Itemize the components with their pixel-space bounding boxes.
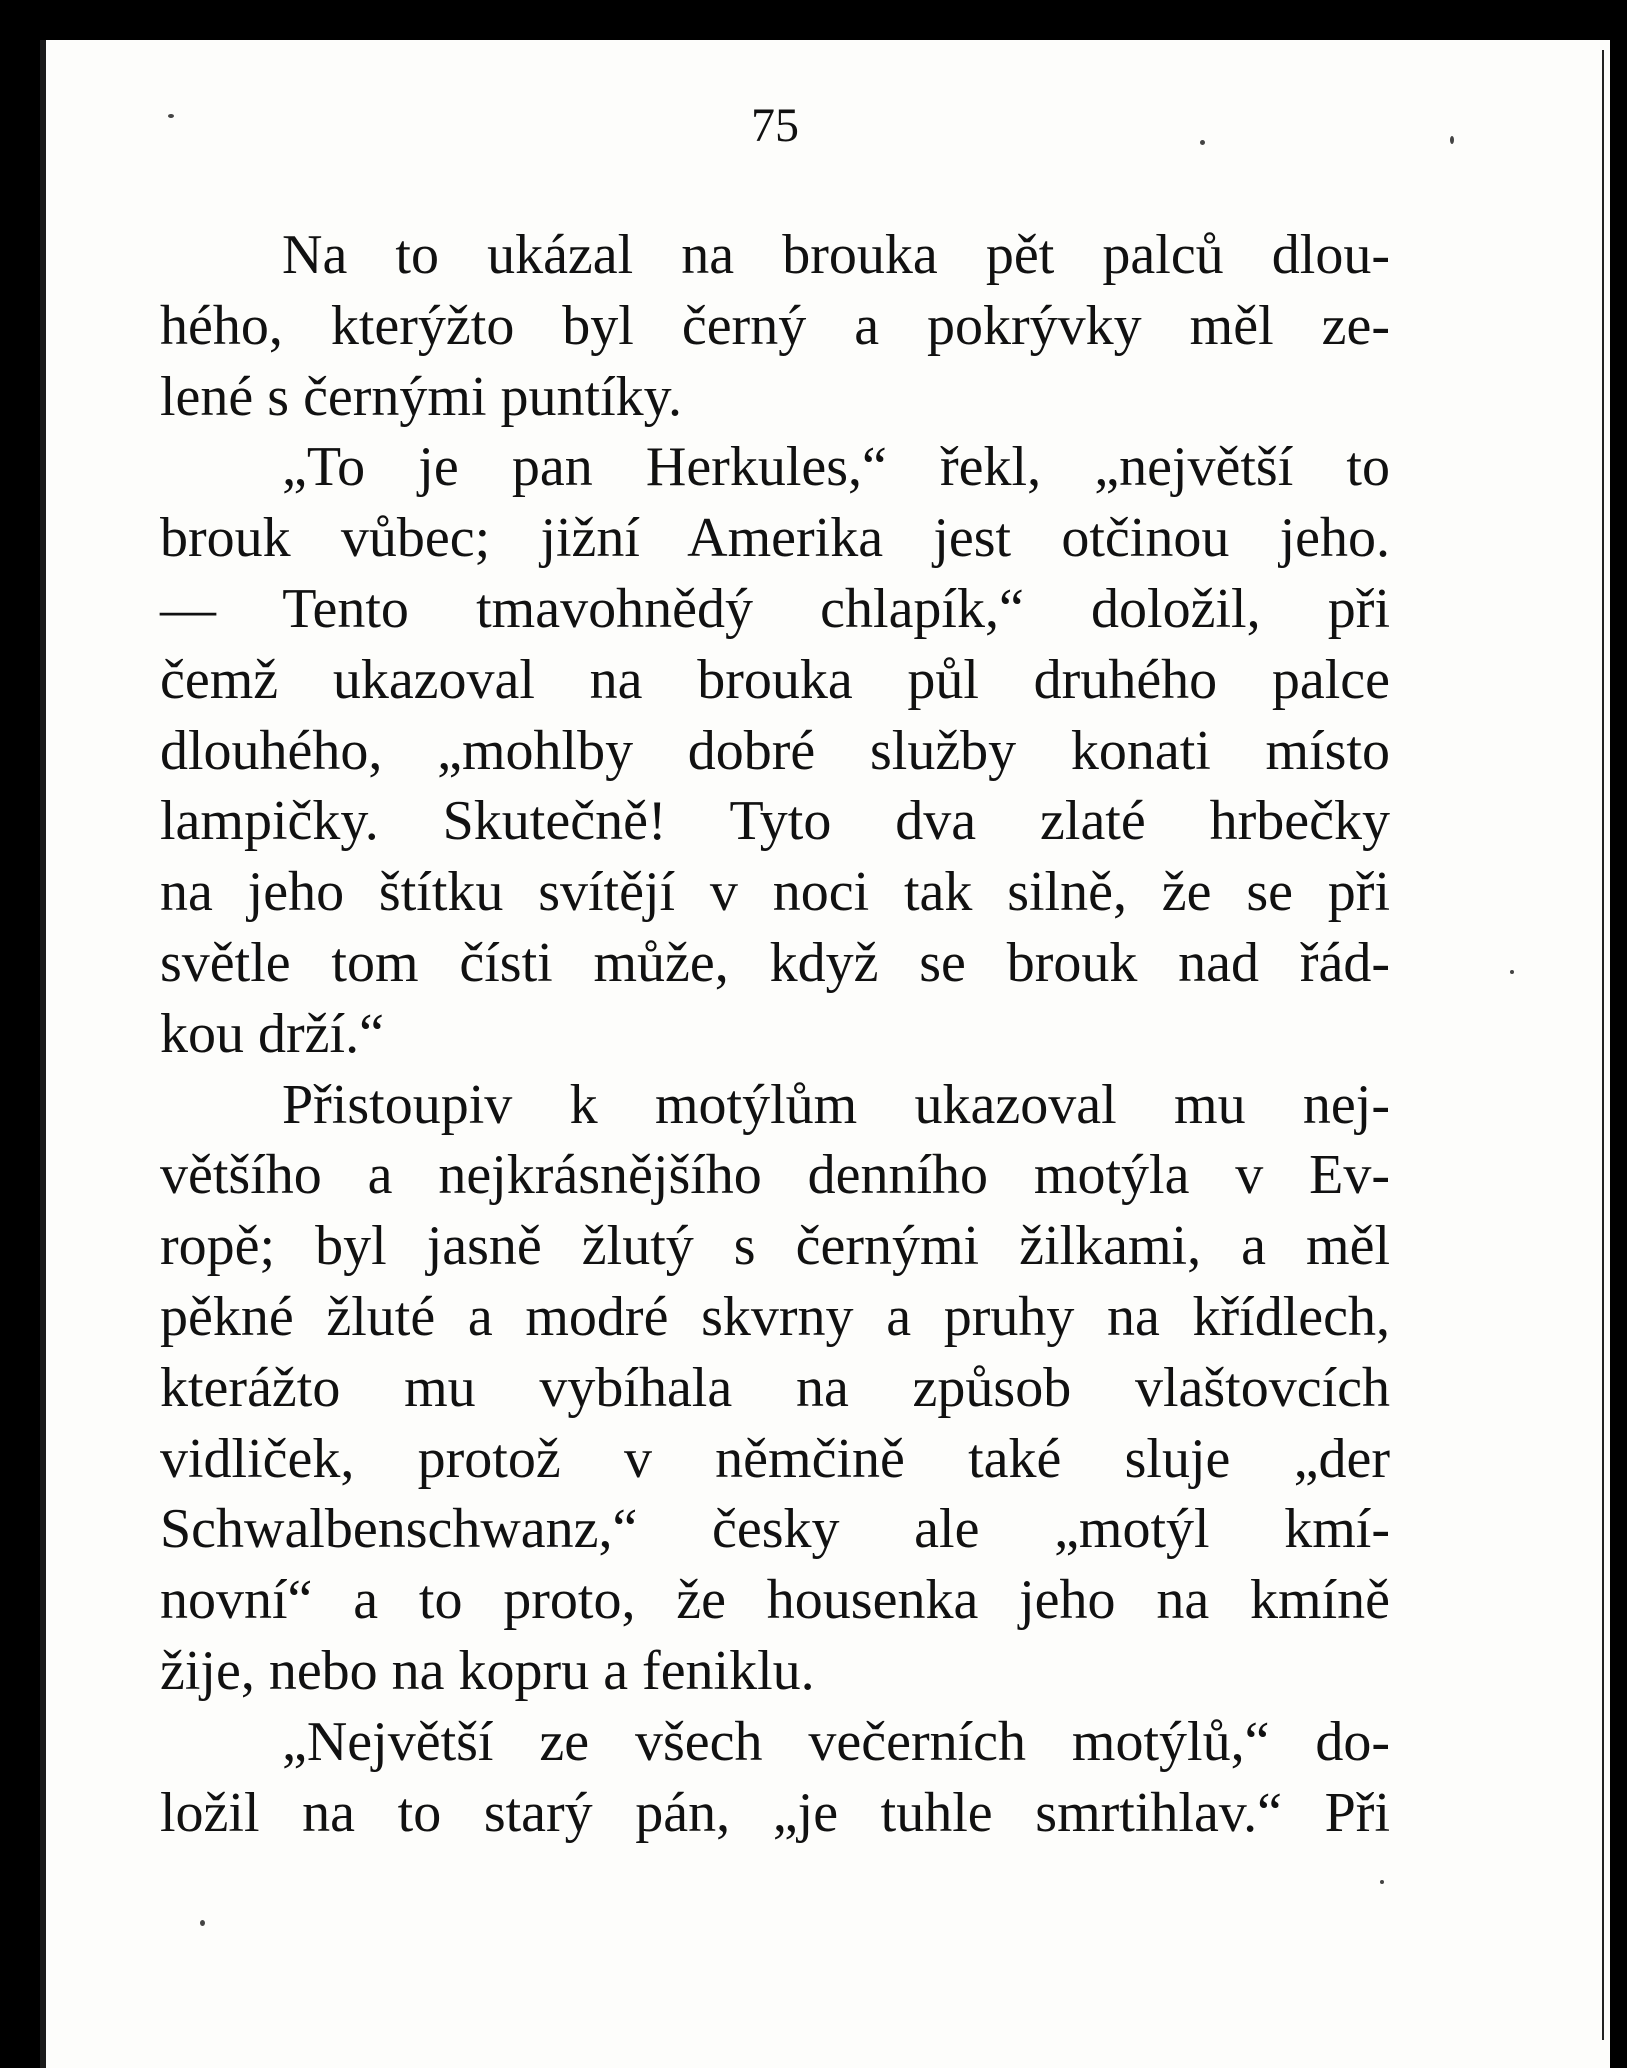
- dust-speck: [1200, 140, 1205, 145]
- text-line: lené s černými puntíky.: [160, 365, 683, 428]
- text-line: kterážto mu vybíhala na způsob vlaštovcích: [160, 1356, 1390, 1419]
- text-line: hého, kterýžto byl černý a pokrývky měl ze-: [160, 294, 1390, 357]
- text-line: — Tento tmavohnědý chlapík,“ doložil, při: [160, 577, 1390, 640]
- binding-edge: [40, 40, 46, 2068]
- text-line: Schwalbenschwanz,“ česky ale „motýl kmí-: [160, 1498, 1390, 1561]
- book-page: [40, 40, 1610, 2068]
- text-line: dlouhého, „mohlby dobré služby konati místo: [160, 719, 1390, 782]
- text-line: vidliček, protož v němčině také sluje „der: [160, 1427, 1390, 1490]
- dust-speck: [1380, 1880, 1384, 1884]
- text-line: „To je pan Herkules,“ řekl, „největší to: [282, 436, 1390, 499]
- page-number: 75: [751, 99, 799, 152]
- text-line: většího a nejkrásnějšího denního motýla v Ev-: [160, 1144, 1390, 1207]
- text-line: žije, nebo na kopru a feniklu.: [160, 1639, 815, 1702]
- text-line: na jeho štítku svítějí v noci tak silně, že se při: [160, 861, 1390, 924]
- dust-speck: [1510, 970, 1514, 974]
- text-line: pěkné žluté a modré skvrny a pruhy na křídlech,: [160, 1285, 1390, 1348]
- text-line: lampičky. Skutečně! Tyto dva zlaté hrbečky: [160, 790, 1390, 853]
- dust-speck: [1450, 136, 1454, 144]
- text-line: kou drží.“: [160, 1002, 384, 1065]
- dust-speck: [168, 114, 174, 118]
- text-line: novní“ a to proto, že housenka jeho na kmíně: [160, 1569, 1390, 1632]
- text-line: čemž ukazoval na brouka půl druhého palce: [160, 648, 1390, 711]
- text-line: brouk vůbec; jižní Amerika jest otčinou jeho.: [160, 507, 1390, 570]
- text-line: světle tom čísti může, když se brouk nad řád-: [160, 931, 1390, 994]
- text-line: Na to ukázal na brouka pět palců dlou-: [282, 224, 1390, 286]
- text-line: ropě; byl jasně žlutý s černými žilkami, a měl: [160, 1215, 1390, 1278]
- dust-speck: [200, 1920, 205, 1926]
- body-text: [160, 220, 1390, 1848]
- text-line: Přistoupiv k motýlům ukazoval mu nej-: [282, 1073, 1390, 1136]
- text-line: „Největší ze všech večerních motýlů,“ do-: [282, 1710, 1390, 1773]
- page-edge-line: [1602, 50, 1604, 2040]
- text-line: ložil na to starý pán, „je tuhle smrtihlav.“ Při: [160, 1781, 1390, 1844]
